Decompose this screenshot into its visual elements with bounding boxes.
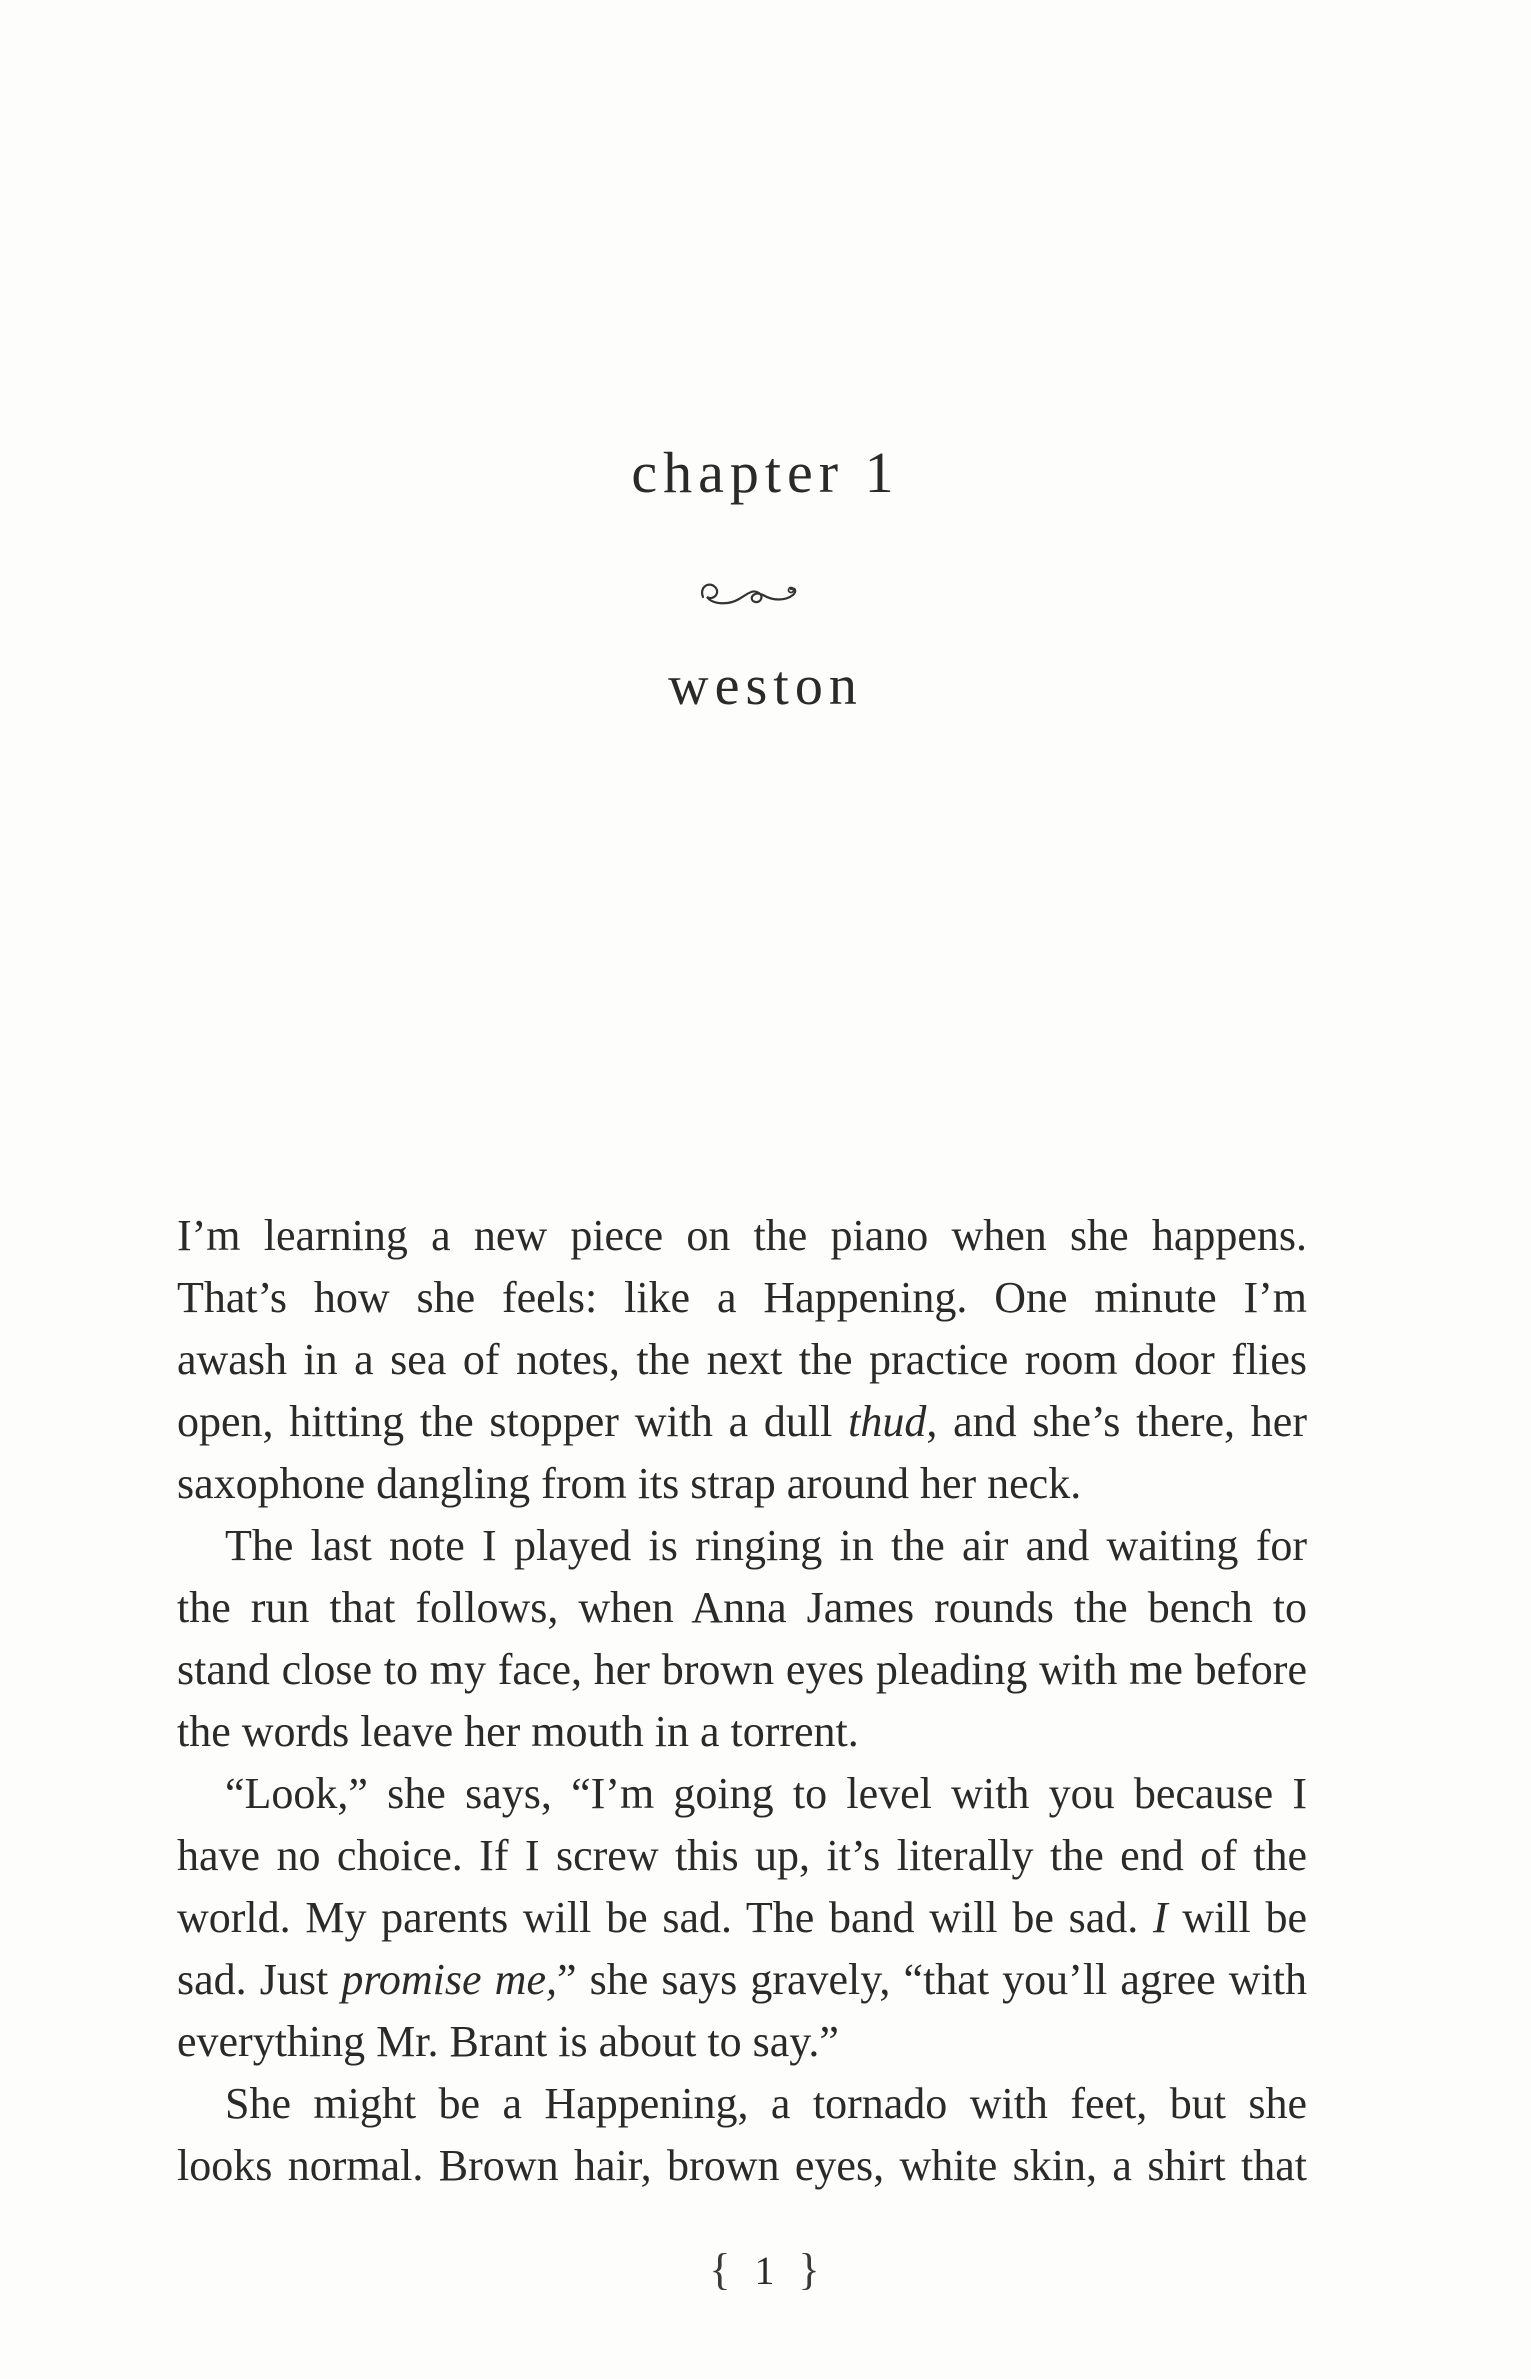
text-line: stand close to my face, her brown eyes pleading with me before	[177, 1645, 1307, 1694]
text-segment: world. My parents will be sad. The band will be sad.	[177, 1893, 1153, 1942]
text-segment: sad. Just	[177, 1955, 342, 2004]
text-segment: , and she’s there, her	[926, 1397, 1307, 1446]
text-line: “Look,” she says, “I’m going to level with you because I	[225, 1769, 1307, 1818]
text-segment: will be	[1167, 1893, 1307, 1942]
text-line: awash in a sea of notes, the next the practice room door flies	[177, 1335, 1307, 1384]
paragraph-1	[177, 1205, 1307, 1515]
text-line: everything Mr. Brant is about to say.”	[177, 2017, 839, 2066]
text-line: She might be a Happening, a tornado with feet, but she	[225, 2079, 1307, 2128]
italic-text: I	[1152, 1893, 1168, 1942]
text-line: looks normal. Brown hair, brown eyes, white skin, a shirt that	[177, 2141, 1307, 2190]
paragraph-3	[177, 1763, 1307, 2073]
text-line: That’s how she feels: like a Happening. One minute I’m	[177, 1273, 1307, 1322]
text-line: saxophone dangling from its strap around her neck.	[177, 1459, 1082, 1508]
body-text	[177, 1205, 1307, 2197]
chapter-heading: chapter 1	[631, 440, 900, 505]
text-segment: open, hitting the stopper with a dull	[177, 1397, 849, 1446]
text-line: the words leave her mouth in a torrent.	[177, 1707, 859, 1756]
brace-close: }	[798, 2245, 822, 2294]
text-line	[177, 1887, 1307, 1949]
page-number: 1	[754, 2248, 777, 2293]
text-line: have no choice. If I screw this up, it’s literally the end of the	[177, 1831, 1307, 1880]
text-line: The last note I played is ringing in the air and waiting for	[225, 1521, 1307, 1570]
italic-text: promise me,	[341, 1955, 557, 2004]
paragraph-4	[177, 2073, 1307, 2197]
brace-open: {	[709, 2245, 733, 2294]
text-line: I’m learning a new piece on the piano when she happens.	[177, 1211, 1307, 1260]
flourish-ornament-icon	[695, 575, 805, 615]
text-line	[177, 1391, 1307, 1453]
text-line: the run that follows, when Anna James rounds the bench to	[177, 1583, 1307, 1632]
page-number-footer	[0, 2245, 1531, 2294]
chapter-subtitle: weston	[668, 655, 863, 717]
text-line	[177, 1949, 1307, 2011]
text-segment: ” she says gravely, “that you’ll agree with	[556, 1955, 1308, 2004]
paragraph-2	[177, 1515, 1307, 1763]
italic-text: thud	[848, 1397, 927, 1446]
